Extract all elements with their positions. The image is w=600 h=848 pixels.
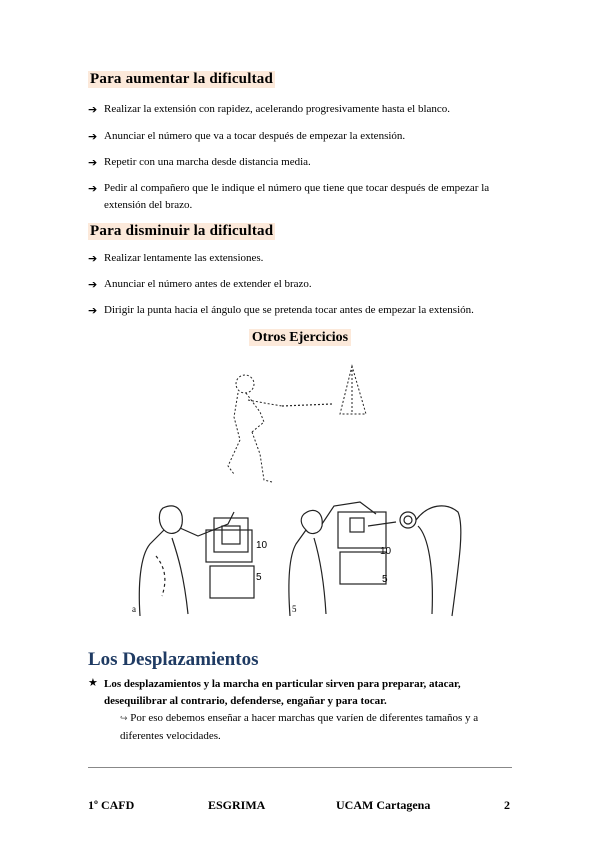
- panel-number: 5: [382, 574, 388, 585]
- list-item-text: Realizar la extensión con rapidez, acelerando progresivamente hasta el blanco.: [104, 103, 451, 115]
- fencer-mask: [400, 512, 416, 528]
- foil-blade: [368, 522, 396, 526]
- fencer-body: [246, 393, 264, 432]
- desplazamientos-heading: Los Desplazamientos: [88, 649, 259, 670]
- person-front: [172, 538, 188, 614]
- target-drill-illustration: [128, 496, 474, 626]
- panel-number: 10: [256, 540, 268, 551]
- fencer-front-leg: [252, 432, 272, 482]
- list-item-text: Repetir con una marcha desde distancia media.: [104, 156, 311, 168]
- fencer-lunge-illustration: [220, 362, 380, 488]
- footer-university: UCAM Cartagena: [336, 798, 431, 812]
- otros-ejercicios-heading: Otros Ejercicios: [249, 329, 351, 346]
- footer-course: 1º CAFD: [88, 798, 135, 812]
- list-item: [88, 250, 528, 267]
- footer-subject: ESGRIMA: [208, 798, 266, 812]
- target-panel: [214, 518, 248, 552]
- arrow-bullet-icon: ➔: [88, 304, 98, 317]
- person-head: [159, 506, 182, 533]
- triangle-target: [340, 366, 366, 414]
- list-item-text: Dirigir la punta hacia el ángulo que se pretenda tocar antes de empezar la extensión.: [104, 304, 474, 316]
- list-item: [88, 276, 528, 293]
- fencer-arm: [418, 526, 432, 614]
- person-front: [314, 538, 326, 614]
- arrow-bullet-icon: ➔: [88, 182, 98, 195]
- return-arrow-icon: ↪: [120, 714, 128, 724]
- fencer-body: [416, 506, 461, 616]
- panel-number: 10: [380, 546, 392, 557]
- panel-number: 5: [256, 572, 262, 583]
- list-item: [88, 154, 528, 171]
- illustration-mark: 5: [292, 604, 297, 614]
- heading-disminuir-dificultad: Para disminuir la dificultad: [90, 223, 274, 239]
- person-arm: [322, 502, 376, 524]
- arrow-bullet-icon: ➔: [88, 103, 98, 116]
- target-card: [210, 566, 254, 598]
- fencer-back-leg: [228, 440, 240, 474]
- list-item: [88, 101, 528, 118]
- desplazamientos-sub-text: Por eso debemos enseñar a hacer marchas que varíen de diferentes tamaños y a diferentes velocidades.: [120, 712, 479, 742]
- list-item-text: Anunciar el número que va a tocar después de empezar la extensión.: [104, 130, 406, 142]
- foil-blade: [282, 404, 332, 406]
- fencer-torso: [234, 393, 240, 440]
- target-inner: [350, 518, 364, 532]
- target-inner: [222, 526, 240, 544]
- fencer-head: [236, 375, 254, 393]
- list-item-text: Pedir al compañero que le indique el número que tiene que tocar después de empezar la extensión del brazo.: [104, 182, 490, 211]
- person-head: [301, 510, 322, 533]
- person-arm: [180, 512, 234, 536]
- list-item: [88, 180, 508, 214]
- footer-rule: [88, 767, 512, 768]
- heading-aumentar-dificultad: Para aumentar la dificultad: [90, 71, 274, 87]
- person-back: [139, 530, 164, 616]
- footer-page-number: 2: [504, 798, 510, 812]
- list-item: [88, 302, 528, 319]
- shirt-folds: [156, 556, 165, 596]
- fencer-mask-mesh: [404, 516, 412, 524]
- arrow-bullet-icon: ➔: [88, 252, 98, 265]
- illustration-mark: a: [132, 604, 136, 614]
- arrow-bullet-icon: ➔: [88, 156, 98, 169]
- list-item-text: Anunciar el número antes de extender el brazo.: [104, 278, 312, 290]
- arrow-bullet-icon: ➔: [88, 130, 98, 143]
- target-card: [206, 530, 252, 562]
- list-item-text: Realizar lentamente las extensiones.: [104, 252, 264, 264]
- list-item: [88, 128, 528, 145]
- desplazamientos-sub-item: [120, 710, 520, 745]
- otros-ejercicios-heading-wrap: [0, 328, 600, 346]
- desplazamientos-bold-text: Los desplazamientos y la marcha en particular sirven para preparar, atacar, desequilibrar al contrario, defenderse, engañar y para tocar.: [104, 678, 461, 707]
- arrow-bullet-icon: ➔: [88, 278, 98, 291]
- star-bullet-icon: ★: [88, 676, 98, 689]
